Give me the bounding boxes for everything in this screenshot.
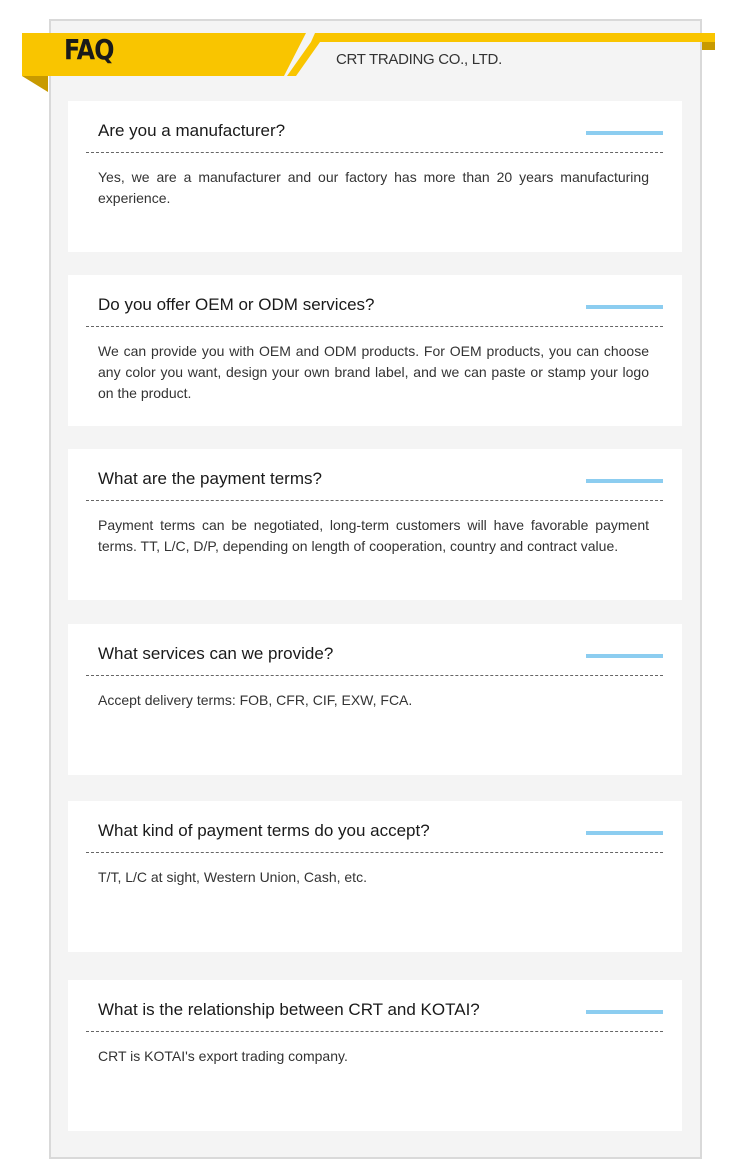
- banner-fold-shadow: [22, 76, 48, 92]
- faq-answer: We can provide you with OEM and ODM products. For OEM products, you can choose any color you want, design your own brand label, and we can paste or stamp your logo on the product.: [98, 343, 649, 401]
- dashed-divider: [86, 326, 663, 327]
- faq-card: [68, 980, 682, 1131]
- faq-title: FAQ: [64, 33, 114, 66]
- faq-answer: Payment terms can be negotiated, long-term customers will have favorable payment terms. TT, L/C, D/P, depending on length of cooperation, country and contract value.: [98, 517, 649, 554]
- faq-answer: Accept delivery terms: FOB, CFR, CIF, EXW, FCA.: [98, 692, 413, 708]
- faq-card: [68, 801, 682, 952]
- faq-answer: CRT is KOTAI's export trading company.: [98, 1048, 348, 1064]
- faq-card: [68, 624, 682, 775]
- dashed-divider: [86, 675, 663, 676]
- faq-card: [68, 449, 682, 600]
- dashed-divider: [86, 1031, 663, 1032]
- faq-question: What services can we provide?: [98, 644, 334, 663]
- faq-question: Do you offer OEM or ODM services?: [98, 295, 375, 314]
- faq-question: What is the relationship between CRT and KOTAI?: [98, 1000, 480, 1019]
- accent-bar: [586, 131, 663, 135]
- accent-bar: [586, 654, 663, 658]
- dashed-divider: [86, 152, 663, 153]
- faq-question: What are the payment terms?: [98, 469, 322, 488]
- faq-card: [68, 101, 682, 252]
- faq-answer: Yes, we are a manufacturer and our factory has more than 20 years manufacturing experience.: [98, 169, 649, 206]
- company-name: CRT TRADING CO., LTD.: [336, 51, 502, 68]
- banner-strip-shape: [311, 33, 715, 42]
- banner-right-fold: [702, 42, 715, 50]
- accent-bar: [586, 831, 663, 835]
- accent-bar: [586, 1010, 663, 1014]
- faq-banner: [0, 0, 750, 100]
- accent-bar: [586, 479, 663, 483]
- accent-bar: [586, 305, 663, 309]
- faq-question: Are you a manufacturer?: [98, 121, 286, 140]
- faq-question: What kind of payment terms do you accept?: [98, 821, 430, 840]
- faq-answer: T/T, L/C at sight, Western Union, Cash, etc.: [98, 869, 367, 885]
- faq-card: [68, 275, 682, 426]
- dashed-divider: [86, 852, 663, 853]
- dashed-divider: [86, 500, 663, 501]
